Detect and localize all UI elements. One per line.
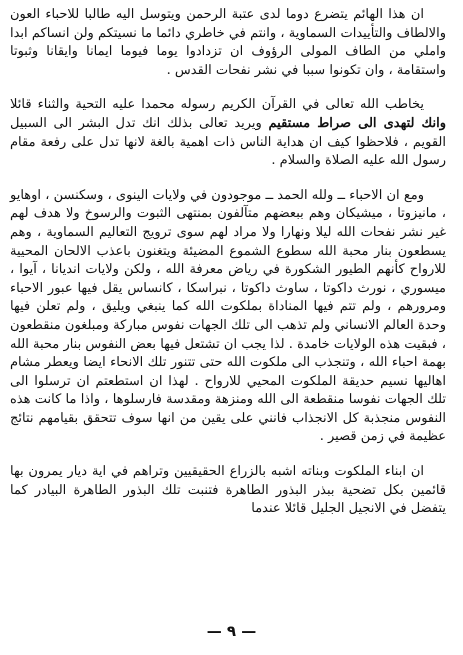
page-number: — ٩ — [206,622,257,640]
emphasized-verse: وانك لتهدى الى صراط مستقيم [268,115,446,131]
paragraph-2: يخاطب الله تعالى في القرآن الكريم رسوله محمدا عليه التحية والثناء قائلا وانك لتهدى الى صراط مستقيم ويريد تعالى بذلك انك تدل البشر الى السبيل القويم ، فلاحظوا كيف ان هداية الناس ذات اهمية بالغة لانها تدل على رفعة مقام رسول الله عليه الصلاة والسلام . [10,97,446,169]
paragraph-1: ان هذا الهائم يتضرع دوما لدى عتبة الرحمن ويتوسل اليه طالبا للاحباء العون والالطاف والتأييدات السماوية ، وانتم في خاطري دائما ما نسيتكم ولن انساكم ابدا واملي من الطاف المولى الرؤوف ان تزدادوا يوما فيوما ايمانا وايقانا وثبوتا واستقامة ، وان تكونوا سببا في نشر نفحات القدس . [10,7,446,78]
paragraph-3: ومع ان الاحباء ــ ولله الحمد ــ موجودون في ولايات الينوى ، وسكنسن ، اوهايو ، مانيزوتا ، ميشيكان وهم ببعضهم متآلفون بمنتهى الثبوت والرسوخ ولا هدف لهم غير نشر نفحات الله ليلا ونهارا ولا مراد لهم سوى ترويج التعاليم السماوية ، وهم يسطعون بنار محبة الله سطوع الشموع المضيئة ويتغنون باعذب الالحان المحيية للارواح كأنهم الطيور الشكورة في رياض معرفة الله ، ولكن ولايات انديانا ، آيوا ، ميسوري ، نورث داكوتا ، ساوث داكوتا ، نبراسكا ، كانساس يقل فيها عبور الاحباء ومرورهم ، ولم تتم فيها المناداة بملكوت الله كما ينبغي ويليق ، ولم تعلن فيها وحدة العالم الانساني ولم تذهب الى تلك الجهات نفوس مباركة ومبلغون منقطعون ، فبقيت هذه الولايات خامدة . لذا يجب ان تشتعل فيها بعض النفوس بنار محبة الله بهمة احباء الله ، وتنجذب الى ملكوت الله حتى تتنور تلك الانحاء ايضا ويعطر مشام اهاليها نسيم حديقة الملكوت المحيي للارواح . لهذا ان استطعتم ان ترسلوا الى تلك الجهات نفوسا منقطعة الى الله ومنزهة ومقدسة فارسلوها ، واذا ما كانت هذه النفوس منجذبة كل الانجذاب فانني على يقين من انها سوف تتحقق بقيامهم نتائج عظيمة في زمن قصير . [10,187,446,445]
document-body [10,6,446,535]
paragraph-4: ان ابناء الملكوت وبناته اشبه بالزراع الحقيقيين وتراهم في اية ديار يمرون بها قائمين بكل تضحية ببذر البذور الطاهرة فتنبت تلك البذور الطاهرة البيادر كما يتفضل في الانجيل الجليل قائلا عندما [10,464,446,517]
